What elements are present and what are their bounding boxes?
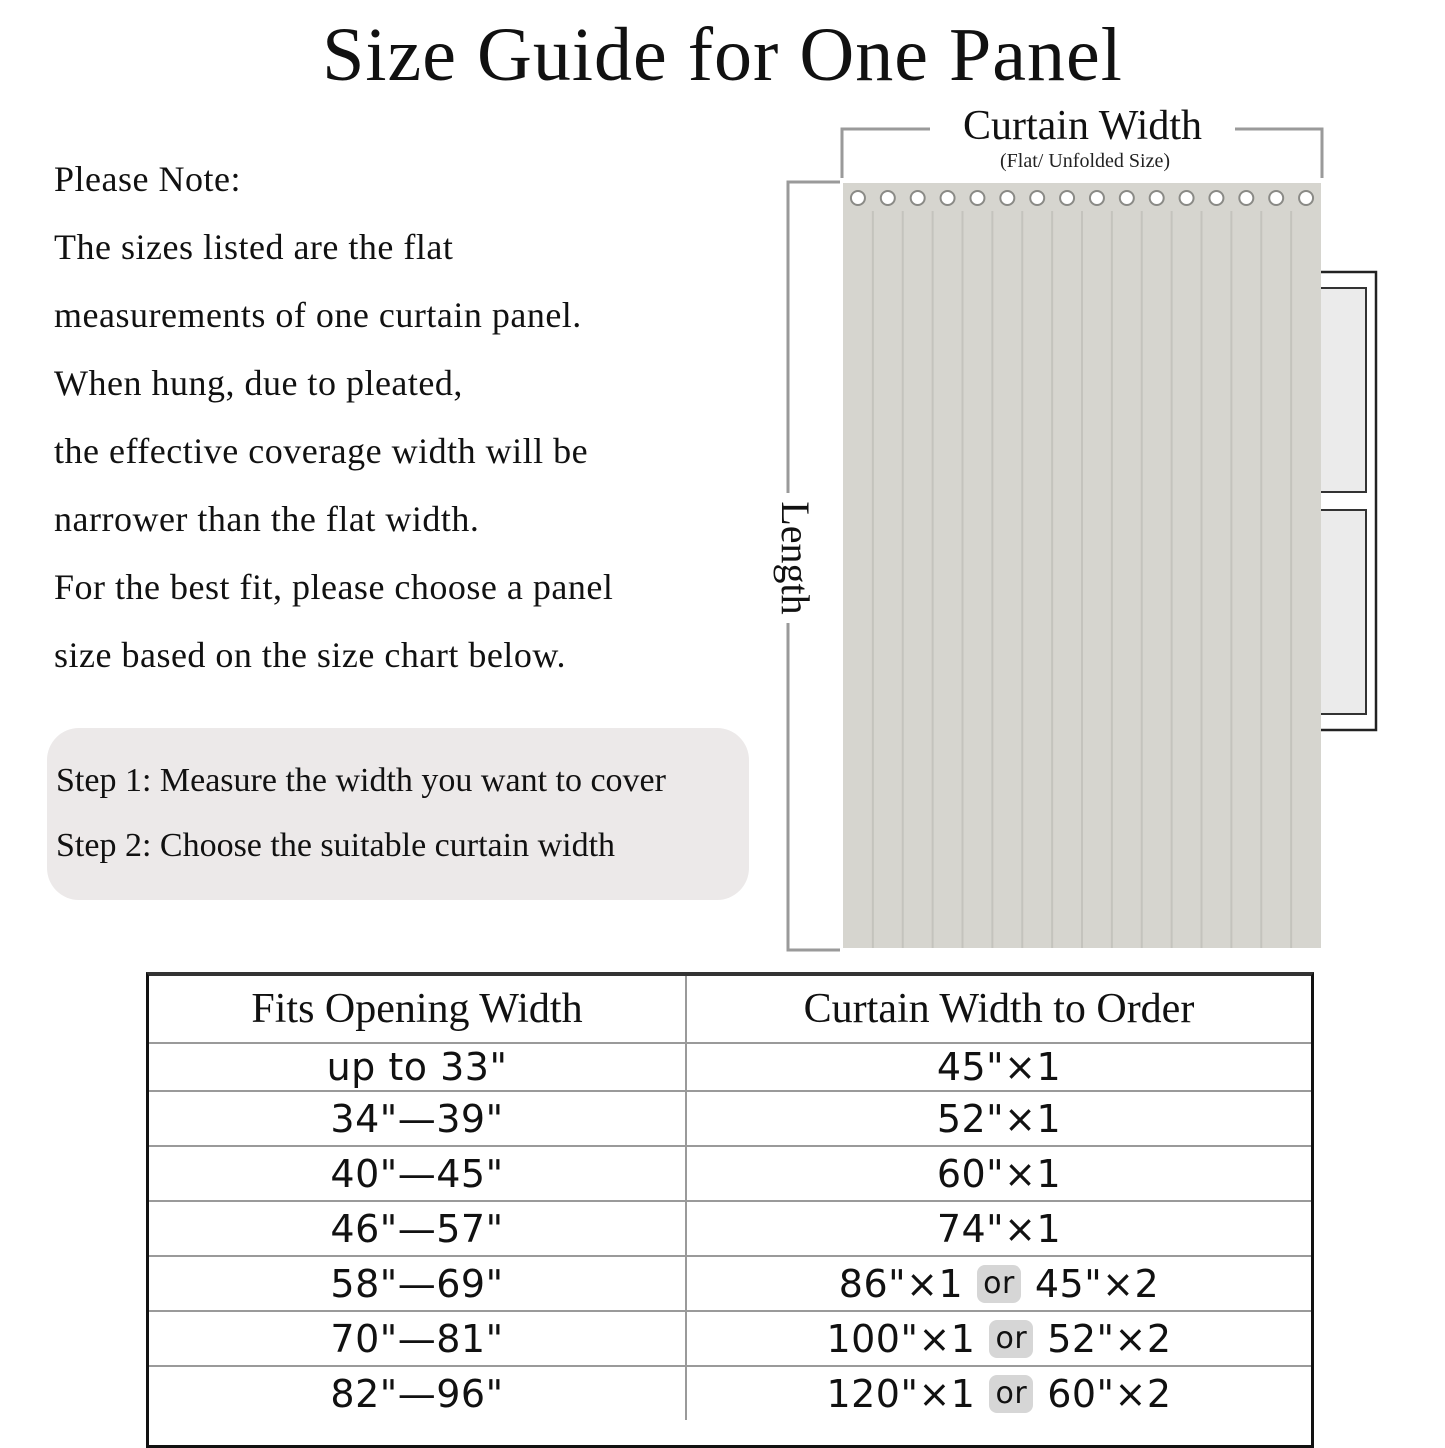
grommet-ring [1299,191,1313,205]
opening-width-cell: 34"—39" [149,1092,687,1145]
header-opening: Fits Opening Width [149,976,687,1042]
opening-width-cell: 46"—57" [149,1202,687,1255]
order-width-primary: 52"×1 [936,1096,1062,1141]
size-table [146,972,1314,1448]
header-order: Curtain Width to Order [803,986,1195,1032]
or-badge: or [989,1320,1033,1358]
table-row [149,1257,1311,1312]
length-label: Length [772,493,818,623]
grommet-ring [1269,191,1283,205]
opening-width-cell: 70"—81" [149,1312,687,1365]
order-width-primary: 100"×1 [826,1316,976,1361]
order-width-cell [687,1092,1311,1145]
order-width-primary: 45"×1 [936,1045,1062,1089]
note-line: For the best fit, please choose a panel [54,567,614,607]
table-row [149,1312,1311,1367]
order-width-alternative: 45"×2 [1034,1261,1160,1306]
opening-width-cell: up to 33" [149,1044,687,1090]
note-line: size based on the size chart below. [54,635,566,675]
grommet-ring [1000,191,1014,205]
note-line: When hung, due to pleated, [54,363,463,403]
grommet-ring [1209,191,1223,205]
order-width-primary: 60"×1 [936,1151,1062,1196]
table-row [149,1147,1311,1202]
step-2: Step 2: Choose the suitable curtain width [56,827,616,864]
table-row [149,1092,1311,1147]
order-width-primary: 120"×1 [826,1371,976,1416]
or-badge: or [977,1265,1021,1303]
opening-width-cell: 58"—69" [149,1257,687,1310]
grommet-ring [970,191,984,205]
grommet-ring [1120,191,1134,205]
curtain-width-label: Curtain Width [930,100,1235,152]
grommet-ring [851,191,865,205]
order-width-cell [687,1257,1311,1310]
grommet-ring [911,191,925,205]
opening-width-cell: 82"—96" [149,1367,687,1420]
grommet-ring [1150,191,1164,205]
grommet-ring [941,191,955,205]
note-line: The sizes listed are the flat [54,227,454,267]
order-width-alternative: 60"×2 [1047,1371,1172,1416]
order-width-cell [687,1312,1311,1365]
table-row [149,1202,1311,1257]
grommet-ring [1030,191,1044,205]
step-1: Step 1: Measure the width you want to cover [56,762,666,799]
grommet-ring [1239,191,1253,205]
grommet-ring [1060,191,1074,205]
grommet-ring [881,191,895,205]
order-width-cell [687,1044,1311,1090]
note-line: measurements of one curtain panel. [54,295,582,335]
table-row [149,1044,1311,1092]
order-width-cell [687,1202,1311,1255]
grommet-ring [1180,191,1194,205]
note-heading: Please Note: [54,159,241,199]
grommet-ring [1090,191,1104,205]
order-width-primary: 86"×1 [838,1261,964,1306]
note-line: the effective coverage width will be [54,431,589,471]
or-badge: or [989,1375,1033,1413]
page-title: Size Guide for One Panel [322,13,1123,97]
order-width-cell [687,1147,1311,1200]
order-width-cell [687,1367,1311,1420]
curtain-width-sublabel: (Flat/ Unfolded Size) [1000,150,1170,172]
table-header-row [149,976,1311,1044]
note-line: narrower than the flat width. [54,499,480,539]
table-row [149,1367,1311,1420]
order-width-alternative: 52"×2 [1047,1316,1172,1361]
order-width-primary: 74"×1 [936,1206,1062,1251]
opening-width-cell: 40"—45" [149,1147,687,1200]
